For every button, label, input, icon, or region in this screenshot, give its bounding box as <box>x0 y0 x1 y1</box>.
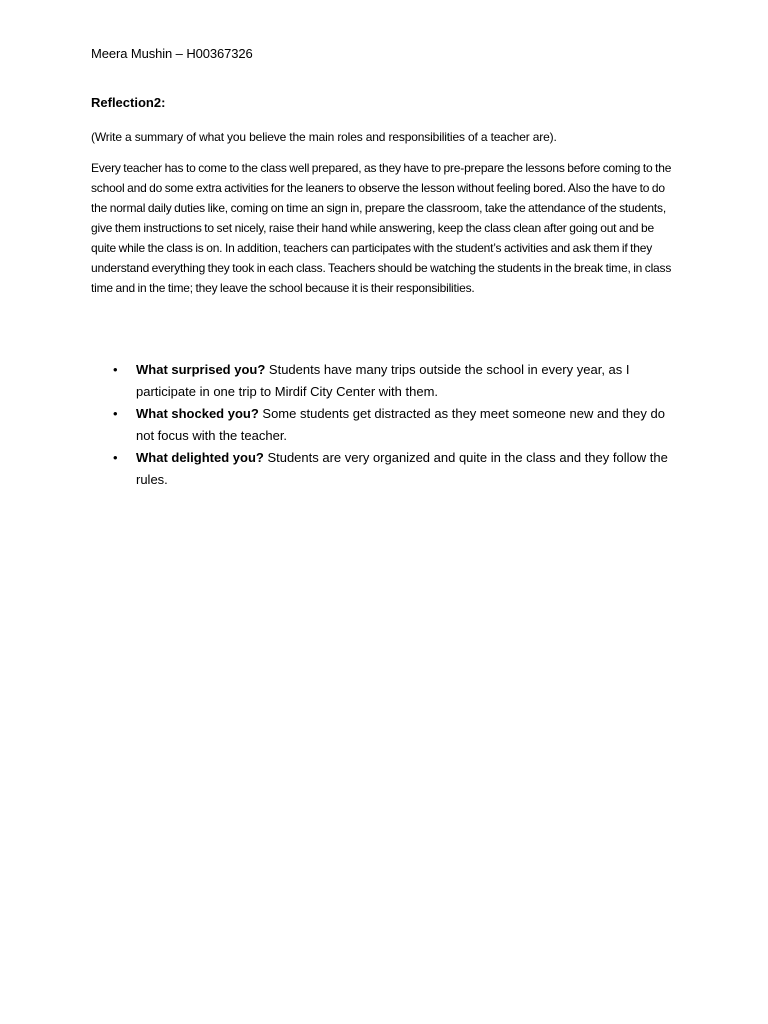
author-line: Meera Mushin – H00367326 <box>91 46 253 61</box>
body-paragraph: Every teacher has to come to the class well prepared, as they have to pre-prepare the lessons before coming to the school and do some extra activities for the leaners to observe the lesson without feeling bored. Also the have to do the normal daily duties like, coming on time an sign in, prepare the classroom, take the attendance of the students, give them instructions to set nicely, raise their hand while answering, keep the class clean after going out and be quite while the class is on. In addition, teachers can participates with the student’s activities and ask them if they understand everything they took in each class. Teachers should be watching the students in the break time, in class time and in the time; they leave the school because it is their responsibilities. <box>91 161 672 295</box>
reflection-heading: Reflection2: <box>91 95 166 110</box>
bullet-question: What surprised you? <box>136 362 266 377</box>
bullet-answer: Some students get distracted as they meet someone new and they do not focus with the teacher. <box>136 406 665 443</box>
writing-prompt: (Write a summary of what you believe the main roles and responsibilities of a teacher are). <box>91 130 557 144</box>
bullet-item-surprised <box>91 359 681 403</box>
reflection-bullet-list <box>91 359 681 491</box>
bullet-icon: • <box>113 450 118 465</box>
bullet-answer: Students have many trips outside the school in every year, as I participate in one trip to Mirdif City Center with them. <box>136 362 630 399</box>
bullet-icon: • <box>113 362 118 377</box>
bullet-item-shocked <box>91 403 681 447</box>
bullet-icon: • <box>113 406 118 421</box>
bullet-answer: Students are very organized and quite in the class and they follow the rules. <box>136 450 668 487</box>
bullet-question: What shocked you? <box>136 406 259 421</box>
bullet-question: What delighted you? <box>136 450 264 465</box>
bullet-item-delighted <box>91 447 681 491</box>
